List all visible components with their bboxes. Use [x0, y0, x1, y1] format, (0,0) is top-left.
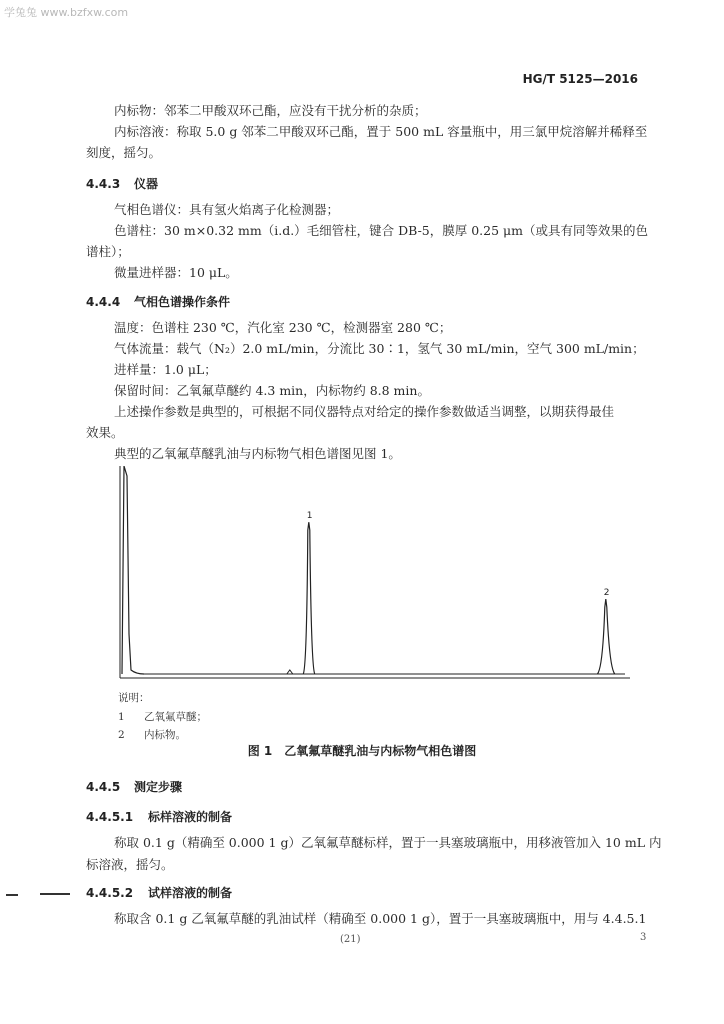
standard-prep-line-1: 称取 0.1 g（精确至 0.000 1 g）乙氧氟草醚标样，置于一具塞玻璃瓶中，用移液管加入 10 mL 内: [114, 835, 662, 850]
heading-4-4-3: [86, 175, 158, 192]
section-number: 4.4.3: [86, 177, 121, 191]
standard-number: HG/T 5125—2016: [522, 72, 638, 86]
minor-peak: [287, 670, 293, 674]
conditions-line-4: 保留时间：乙氧氟草醚约 4.3 min，内标物约 8.8 min。: [114, 383, 430, 398]
legend-item-1: [118, 709, 207, 724]
instrument-line-3: 谱柱）；: [86, 244, 130, 259]
legend-title: 说明：: [118, 692, 150, 704]
internal-solution-line-1: 内标溶液：称取 5.0 g 邻苯二甲酸双环己酯，置于 500 mL 容量瓶中，用三氯甲烷溶解并稀释至: [114, 124, 648, 139]
instrument-line-2: 色谱柱：30 m×0.32 mm（i.d.）毛细管柱，键合 DB-5，膜厚 0.25 μm（或具有同等效果的色: [114, 223, 649, 238]
solvent-front-peak: [122, 466, 144, 674]
peak-2: [597, 599, 614, 674]
conditions-line-6: 效果。: [86, 425, 124, 440]
standard-prep-line-2: 标溶液，摇匀。: [86, 857, 174, 872]
page-number: 3: [640, 932, 647, 943]
instrument-line-4: 微量进样器：10 μL。: [114, 265, 238, 280]
legend-value: 内标物。: [144, 729, 186, 741]
heading-4-4-5: [86, 778, 182, 795]
peak-label-1: 1: [306, 511, 313, 522]
watermark-text: 学兔兔 www.bzfxw.com: [4, 6, 129, 19]
chromatogram-trace-group: [122, 466, 625, 674]
conditions-line-7: 典型的乙氧氟草醚乳油与内标物气相色谱图见图 1。: [114, 446, 401, 461]
section-number: 4.4.5.1: [86, 810, 134, 824]
section-number: 4.4.4: [86, 295, 121, 309]
instrument-line-1: 气相色谱仪：具有氢火焰离子化检测器；: [114, 202, 340, 217]
section-title: 仪器: [134, 177, 159, 191]
margin-mark: [6, 888, 70, 902]
section-title: 测定步骤: [134, 780, 183, 794]
section-title: 标样溶液的制备: [148, 810, 233, 824]
heading-4-4-5-1: [86, 808, 232, 825]
peak-label-group: [307, 511, 610, 598]
legend-item-2: [118, 727, 186, 742]
conditions-line-2: 气体流量：载气（N₂）2.0 mL/min，分流比 30∶1，氢气 30 mL/min，空气 300 mL/min；: [114, 341, 645, 356]
legend-key: 2: [118, 729, 125, 741]
page-footer-center: (21): [340, 934, 361, 945]
chromatogram: [110, 466, 640, 690]
figure-caption: 图 1 乙氧氟草醚乳油与内标物气相色谱图: [247, 744, 477, 758]
conditions-line-3: 进样量：1.0 μL；: [114, 362, 217, 377]
section-number: 4.4.5.2: [86, 886, 134, 900]
legend-key: 1: [118, 711, 125, 723]
conditions-line-1: 温度：色谱柱 230 ℃，汽化室 230 ℃，检测器室 280 ℃；: [114, 320, 452, 335]
sample-prep-line-1: 称取含 0.1 g 乙氧氟草醚的乳油试样（精确至 0.000 1 g），置于一具塞玻璃瓶中，用与 4.4.5.1: [114, 911, 647, 926]
heading-4-4-4: [86, 293, 230, 310]
peak-label-2: 2: [603, 588, 610, 599]
legend-value: 乙氧氟草醚；: [144, 711, 207, 723]
peak-1: [303, 522, 315, 674]
section-number: 4.4.5: [86, 780, 121, 794]
section-title: 气相色谱操作条件: [134, 295, 231, 309]
internal-solution-line-2: 刻度，摇匀。: [86, 145, 162, 160]
heading-4-4-5-2: [86, 884, 232, 901]
conditions-line-5: 上述操作参数是典型的，可根据不同仪器特点对给定的操作参数做适当调整，以期获得最佳: [114, 404, 615, 419]
internal-standard-line: 内标物：邻苯二甲酸双环己酯，应没有干扰分析的杂质；: [114, 103, 427, 118]
section-title: 试样溶液的制备: [148, 886, 233, 900]
